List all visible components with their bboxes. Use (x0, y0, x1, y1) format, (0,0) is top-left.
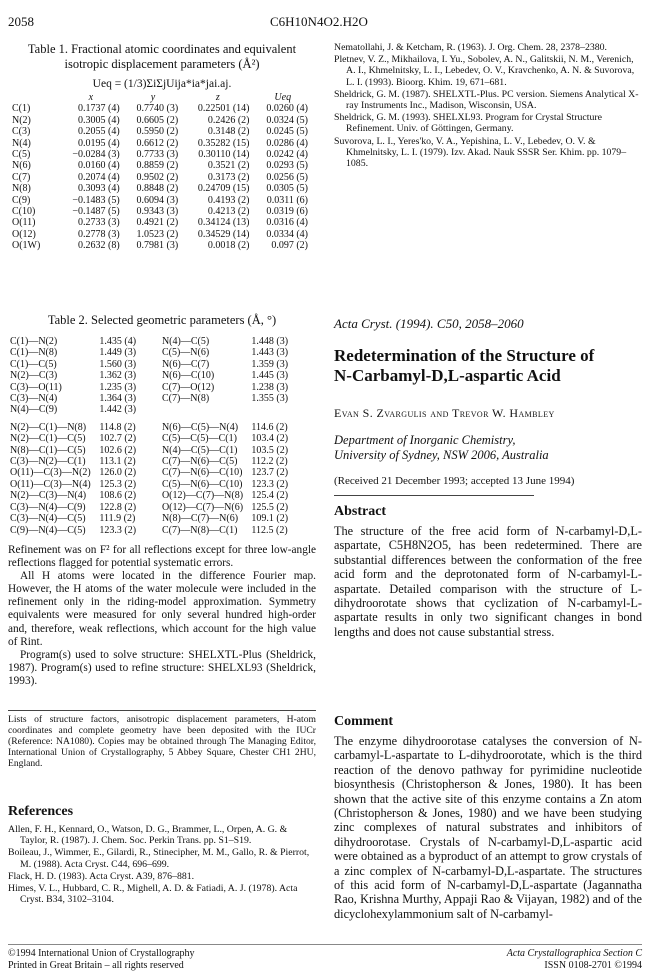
article-title-line2: N-Carbamyl-D,L-aspartic Acid (334, 366, 561, 385)
table2-row (10, 502, 314, 513)
coordinate-value: −0.0284 (3) (72, 149, 120, 161)
ueq-formula: Ueq = (1/3)ΣiΣjUija*ia*jai.aj. (92, 78, 232, 90)
geometry-label: C(7)—N(6)—C(10) (161, 467, 243, 479)
reference-item: Allen, F. H., Kennard, O., Watson, D. G., Brammer, L., Orpen, A. G. & Taylor, R. (1987). J. Chem. Soc. Perkin Trans. pp. S1–S19. (8, 824, 288, 847)
abstract-heading: Abstract (334, 504, 387, 519)
reference-item: Flack, H. D. (1983). Acta Cryst. A39, 876–881. (8, 870, 195, 882)
coordinate-value: 0.5950 (2) (136, 126, 179, 138)
geometry-label: C(7)—O(12) (161, 381, 215, 393)
geometry-value: 102.6 (2) (99, 444, 137, 456)
table2-row (10, 445, 314, 456)
geometry-value: 125.3 (2) (99, 478, 137, 490)
geometry-label: C(7)—N(8)—C(1) (161, 524, 238, 536)
coordinate-value: 0.1737 (4) (78, 103, 120, 115)
atom-label: C(9) (12, 194, 31, 206)
geometry-value: 122.8 (2) (99, 501, 137, 513)
geometry-label: N(4)—C(5) (161, 336, 210, 347)
geometry-label: N(4)—C(9) (10, 404, 58, 416)
affiliation-line1: Department of Inorganic Chemistry, (334, 433, 516, 447)
coordinate-value: 0.2074 (4) (78, 171, 120, 183)
running-head-formula: C6H10N4O2.H2O (270, 14, 368, 29)
geometry-label: N(4)—C(5)—C(1) (161, 444, 238, 456)
atom-label: N(4) (12, 137, 31, 149)
geometry-value: 103.4 (2) (251, 433, 289, 445)
table1-column-header: z (215, 92, 220, 103)
geometry-label: C(9)—N(4)—C(5) (10, 524, 86, 536)
coordinate-value: 0.34124 (13) (197, 217, 250, 229)
geometry-label: C(1)—C(5) (10, 358, 57, 370)
coordinate-value: 0.2733 (3) (78, 217, 120, 229)
coordinate-value: 0.4921 (2) (136, 217, 179, 229)
coordinate-value: 0.6094 (3) (136, 194, 179, 206)
coordinate-value: 0.0311 (6) (266, 194, 308, 206)
geometry-value: 102.7 (2) (99, 433, 137, 445)
table2-row (10, 513, 314, 524)
refinement-paragraph-1: Refinement was on F² for all reflections except for three low-angle reflections flagged for potential systematic errors. (8, 544, 316, 570)
geometry-label: N(2)—C(1)—N(8) (10, 421, 87, 433)
geometry-value: 123.3 (2) (99, 524, 137, 536)
reference-item: Pletnev, V. Z., Mikhailova, I. Yu., Sobolev, A. N., Galitskii, N. M., Verenich, A. I., Khmelnitsky, L. I., Lebedev, O. V., Kravchenko, A. N. & Suvorova, L. I. (1993). Bioorg. Khim. 19, 671–681. (334, 54, 635, 88)
coordinate-value: 0.6605 (2) (136, 114, 179, 126)
coordinate-value: 0.3521 (2) (207, 160, 250, 172)
coordinate-value: 0.0319 (6) (266, 206, 308, 218)
table1-row (12, 229, 312, 240)
coordinate-value: 1.0523 (2) (136, 228, 179, 240)
head-rule (334, 495, 534, 496)
table1-row (12, 149, 312, 160)
table2-row (10, 456, 314, 467)
geometry-value: 112.2 (2) (251, 456, 288, 468)
coordinate-value: 0.22501 (14) (197, 103, 250, 115)
geometry-label: O(12)—C(7)—N(6) (161, 501, 244, 513)
coordinate-value: 0.2055 (4) (78, 126, 120, 138)
table2-row (10, 490, 314, 501)
table2-row (10, 433, 314, 444)
coordinate-value: 0.2632 (8) (78, 240, 120, 252)
geometry-value: 1.443 (3) (251, 347, 289, 359)
geometry-value: 1.238 (3) (251, 381, 289, 393)
geometry-label: N(6)—C(7) (161, 358, 210, 370)
coordinate-value: 0.7733 (3) (136, 149, 179, 161)
coordinate-value: 0.0334 (4) (266, 228, 308, 240)
geometry-value: 111.9 (2) (99, 513, 136, 525)
atom-label: N(2) (12, 114, 31, 126)
atom-label: C(1) (12, 103, 31, 115)
coordinate-value: 0.4193 (2) (207, 194, 250, 206)
table2-row (10, 422, 314, 433)
table1-caption (8, 42, 316, 72)
copyright-line: ©1994 International Union of Crystallography (8, 948, 195, 959)
geometry-value: 114.6 (2) (251, 421, 288, 433)
coordinate-value: 0.0242 (4) (266, 149, 308, 161)
reference-item: Himes, V. L., Hubbard, C. R., Mighell, A. D. & Fatiadi, A. J. (1978). Acta Cryst. B34, 3102–3104. (8, 883, 298, 906)
geometry-label: O(11)—C(3)—N(2) (10, 467, 91, 479)
geometry-value: 1.560 (3) (99, 358, 137, 370)
geometry-label: O(11)—C(3)—N(4) (10, 478, 91, 490)
coordinate-value: 0.7740 (3) (136, 103, 179, 115)
references-left (8, 804, 316, 906)
geometry-label: N(8)—C(7)—N(6) (161, 513, 239, 525)
coordinate-value: 0.9502 (2) (136, 171, 179, 183)
geometry-value (247, 404, 314, 415)
geometry-value: 1.235 (3) (99, 381, 137, 393)
geometry-value: 123.3 (2) (251, 478, 289, 490)
table2-block (8, 313, 316, 536)
table1-caption-line2: isotropic displacement parameters (Å²) (64, 57, 260, 71)
coordinate-value: 0.30110 (14) (198, 149, 250, 161)
references-right (334, 42, 642, 170)
geometry-value: 1.362 (3) (99, 370, 137, 382)
geometry-label: C(7)—N(8) (161, 393, 210, 405)
geometry-value: 1.449 (3) (99, 347, 137, 359)
coordinate-value: 0.9343 (3) (136, 206, 179, 218)
table2-row (10, 525, 314, 536)
journal-citation: Acta Cryst. (1994). C50, 2058–2060 (334, 316, 524, 331)
table1-coordinates (12, 92, 312, 252)
coordinate-value: 0.4213 (2) (207, 206, 250, 218)
coordinate-value: 0.0316 (4) (266, 217, 308, 229)
geometry-value: 125.5 (2) (251, 501, 289, 513)
geometry-value: 126.0 (2) (99, 467, 137, 479)
geometry-label: N(6)—C(5)—N(4) (161, 421, 239, 433)
table1-column-header: Ueq (274, 92, 292, 103)
geometry-label: C(7)—N(6)—C(5) (161, 456, 238, 468)
geometry-label: C(1)—N(2) (10, 336, 58, 347)
geometry-label: C(3)—N(4)—C(9) (10, 501, 86, 513)
geometry-label: O(12)—C(7)—N(8) (161, 490, 244, 502)
footer-right (334, 948, 642, 971)
geometry-value: 113.1 (2) (99, 456, 136, 468)
affiliation-line2: University of Sydney, NSW 2006, Australia (334, 448, 549, 462)
deposition-note: Lists of structure factors, anisotropic displacement parameters, H-atom coordinates and complete geometry have been deposited with the IUCr (Reference: NA1080). Copies may be obtained through The Managing Editor, International Union of Crystallography, 5 Abbey Square, Chester CH1 2HU, England. (8, 714, 316, 770)
reference-item: Boileau, J., Wimmer, E., Gilardi, R., Stinecipher, M. M., Gallo, R. & Pierrot, M. (1988). Acta Cryst. C44, 696–699. (8, 847, 310, 870)
abstract-section (334, 504, 642, 639)
comment-heading: Comment (334, 714, 394, 729)
coordinate-value: 0.0286 (4) (266, 137, 308, 149)
table1-row (12, 126, 312, 137)
atom-label: C(7) (12, 171, 31, 183)
coordinate-value: 0.3093 (4) (78, 183, 120, 195)
geometry-label: N(2)—C(3) (10, 370, 58, 382)
table1-column-header: y (150, 92, 156, 103)
table1-row (12, 195, 312, 206)
coordinate-value: 0.8848 (2) (136, 183, 179, 195)
atom-label: O(1W) (12, 240, 41, 252)
coordinate-value: 0.0195 (4) (78, 137, 120, 149)
geometry-label: N(2)—C(3)—N(4) (10, 490, 87, 502)
geometry-value: 125.4 (2) (251, 490, 289, 502)
coordinate-value: 0.2426 (2) (207, 114, 250, 126)
geometry-label: C(3)—N(2)—C(1) (10, 456, 86, 468)
page-number: 2058 (8, 14, 34, 29)
coordinate-value: 0.0293 (5) (266, 160, 308, 172)
geometry-label: C(1)—N(8) (10, 347, 58, 359)
reference-item: Sheldrick, G. M. (1993). SHELXL93. Program for Crystal Structure Refinement. Univ. of Göttingen, Germany. (334, 112, 603, 135)
coordinate-value: 0.0260 (4) (266, 103, 308, 115)
geometry-value: 112.5 (2) (251, 524, 288, 536)
coordinate-value: 0.097 (2) (271, 240, 308, 252)
table1-row (12, 240, 312, 251)
coordinate-value: 0.0324 (5) (266, 114, 308, 126)
geometry-value: 1.355 (3) (251, 393, 289, 405)
geometry-value: 1.364 (3) (99, 393, 137, 405)
article-authors: Evan S. Zvargulis and Trevor W. Hambley (334, 406, 555, 420)
geometry-value: 1.359 (3) (251, 358, 289, 370)
table1-row (12, 172, 312, 183)
atom-label: N(6) (12, 160, 31, 172)
geometry-value: 114.8 (2) (99, 421, 136, 433)
refinement-paragraph-2: All H atoms were located in the difference Fourier map. However, the H atoms of the water molecule were included in the refinement only in the riding-model approximation. Symmetry equivalents were measured for only several hundred high-order and, therefore, weak reflections, which account for the high value of Rint. (8, 570, 316, 648)
geometry-label: N(8)—C(1)—C(5) (10, 444, 86, 456)
issn-line: ISSN 0108-2701 ©1994 (544, 959, 642, 971)
geometry-label: C(3)—N(4) (10, 393, 58, 405)
coordinate-value: 0.7981 (3) (136, 240, 179, 252)
atom-label: C(3) (12, 126, 31, 138)
footer-left (8, 948, 194, 971)
refinement-paragraph-3: Program(s) used to solve structure: SHELXTL-Plus (Sheldrick, 1987). Program(s) used to refine structure: SHELXL93 (Sheldrick, 1993). (8, 648, 316, 687)
coordinate-value: 0.35282 (15) (197, 137, 250, 149)
table2-row (10, 347, 314, 358)
coordinate-value: 0.24709 (15) (197, 183, 250, 195)
geometry-value: 108.6 (2) (99, 490, 137, 502)
geometry-label: C(3)—N(4)—C(5) (10, 513, 86, 525)
geometry-value: 1.435 (4) (99, 336, 137, 347)
references-heading: References (8, 804, 74, 819)
geometry-label: C(3)—O(11) (10, 381, 62, 393)
coordinate-value: 0.3173 (2) (207, 171, 250, 183)
table2-caption: Table 2. Selected geometric parameters (Å, °) (47, 313, 277, 327)
comment-section (334, 714, 642, 921)
geometry-value: 1.442 (3) (99, 404, 137, 416)
coordinate-value: 0.3005 (4) (78, 114, 120, 126)
reference-item: Nematollahi, J. & Ketcham, R. (1963). J. Org. Chem. 28, 2378–2380. (334, 42, 608, 53)
table2-row (10, 370, 314, 381)
table1-row (12, 103, 312, 114)
abstract-text: The structure of the free acid form of N-carbamyl-D,L-aspartate, C5H8N2O5, has been redetermined. There are substantial differences between the conformation of the free acid form and the deprotonated form of N-carbamyl-L-aspartate. Detailed comparison with the structure of L-dihydroorotate shows that cyclization of N-carbamyl-L-aspartate results in only two significant changes in bond lengths and does not cause substantial stress. (334, 524, 642, 639)
table1-row (12, 138, 312, 149)
table1-row (12, 217, 312, 228)
table2-geometry (10, 336, 314, 536)
table1-caption-line1: Table 1. Fractional atomic coordinates and equivalent (27, 42, 297, 56)
atom-label: C(10) (12, 206, 36, 218)
coordinate-value: 0.8859 (2) (136, 160, 179, 172)
atom-label: N(8) (12, 183, 31, 195)
geometry-label: N(6)—C(10) (161, 370, 215, 382)
geometry-label: C(5)—N(6)—C(10) (161, 478, 243, 490)
footer-rule (8, 944, 642, 945)
table2-row (10, 382, 314, 393)
table2-row (10, 336, 314, 347)
reference-item: Sheldrick, G. M. (1987). SHELXTL-Plus. PC version. Siemens Analytical X-ray Instruments Inc., Madison, Wisconsin, USA. (334, 88, 639, 112)
coordinate-value: 0.0018 (2) (207, 240, 250, 252)
coordinate-value: 0.0245 (5) (266, 126, 308, 138)
received-dates: (Received 21 December 1993; accepted 13 June 1994) (334, 475, 575, 487)
atom-label: O(11) (12, 217, 36, 229)
table2-row (10, 479, 314, 490)
journal-section-line: Acta Crystallographica Section C (506, 948, 642, 959)
geometry-label: C(5)—C(5)—C(1) (161, 433, 237, 445)
coordinate-value: 0.6612 (2) (136, 137, 179, 149)
coordinate-value: −0.1483 (5) (72, 194, 120, 206)
geometry-value: 123.7 (2) (251, 467, 289, 479)
coordinate-value: −0.1487 (5) (72, 206, 120, 218)
table2-row (10, 467, 314, 478)
printed-line: Printed in Great Britain – all rights reserved (8, 959, 184, 971)
coordinate-value: 0.0305 (5) (266, 183, 308, 195)
atom-label: C(5) (12, 149, 31, 161)
table1-column-header (12, 92, 58, 103)
geometry-label: C(5)—N(6) (161, 347, 210, 359)
atom-label: O(12) (12, 228, 36, 240)
reference-item: Suvorova, L. I., Yeres'ko, V. A., Yepishina, L. V., Lebedev, O. V. & Khmelnitsky, L. I. (1979). Izv. Akad. Nauk SSSR Ser. Khim. pp. 1079–1085. (334, 135, 627, 170)
geometry-label: N(2)—C(1)—C(5) (10, 433, 86, 445)
table1-row (12, 115, 312, 126)
coordinate-value: 0.0160 (4) (78, 160, 120, 172)
geometry-value: 103.5 (2) (251, 444, 289, 456)
left-column (8, 42, 316, 252)
geometry-label (162, 404, 247, 415)
table1-row (12, 206, 312, 217)
geometry-value: 109.1 (2) (251, 513, 289, 525)
table1-row (12, 183, 312, 194)
deposition-rule (8, 710, 316, 711)
article-title-line1: Redetermination of the Structure of (334, 346, 595, 365)
table1-column-header: x (88, 92, 94, 103)
table1-row (12, 160, 312, 171)
article-affiliation (334, 433, 642, 463)
geometry-value: 1.445 (3) (251, 370, 289, 382)
geometry-value: 1.448 (3) (251, 336, 289, 347)
coordinate-value: 0.34529 (14) (197, 228, 250, 240)
table2-row (10, 393, 314, 404)
coordinate-value: 0.0256 (5) (266, 171, 308, 183)
refinement-section (8, 544, 316, 688)
article-title (334, 346, 642, 386)
coordinate-value: 0.2778 (3) (78, 228, 120, 240)
comment-text: The enzyme dihydroorotase catalyses the conversion of N-carbamyl-L-aspartate to L-dihydroorotate, which is the third reaction of the denovo pathway for pyrimidine nucleotide biosynthesis (Christopherson & Jones, 1980). It has been shown that the active site of this enzyme contains a Zn atom (Christopherson & Jones, 1980) and we have been studying zinc complexes of natural substrates and inhibitors of dihydroorotase. Crystals of N-carbamyl-D,L-aspartic acid were obtained as a byproduct of an attempt to grow crystals of a zinc complex of N-carbamyl-D,L-aspartate. The structures of this acid form of N-carbamyl-D,L-aspartate (Jagannatha Rao, Krishna Murthy, Appaji Rao & Vijayan, 1982) and of the dicyclohexylammonium salt of N-carbamyl- (334, 734, 642, 921)
coordinate-value: 0.3148 (2) (207, 126, 250, 138)
article-head (334, 316, 642, 496)
table2-row (10, 359, 314, 370)
table2-row (10, 404, 314, 415)
